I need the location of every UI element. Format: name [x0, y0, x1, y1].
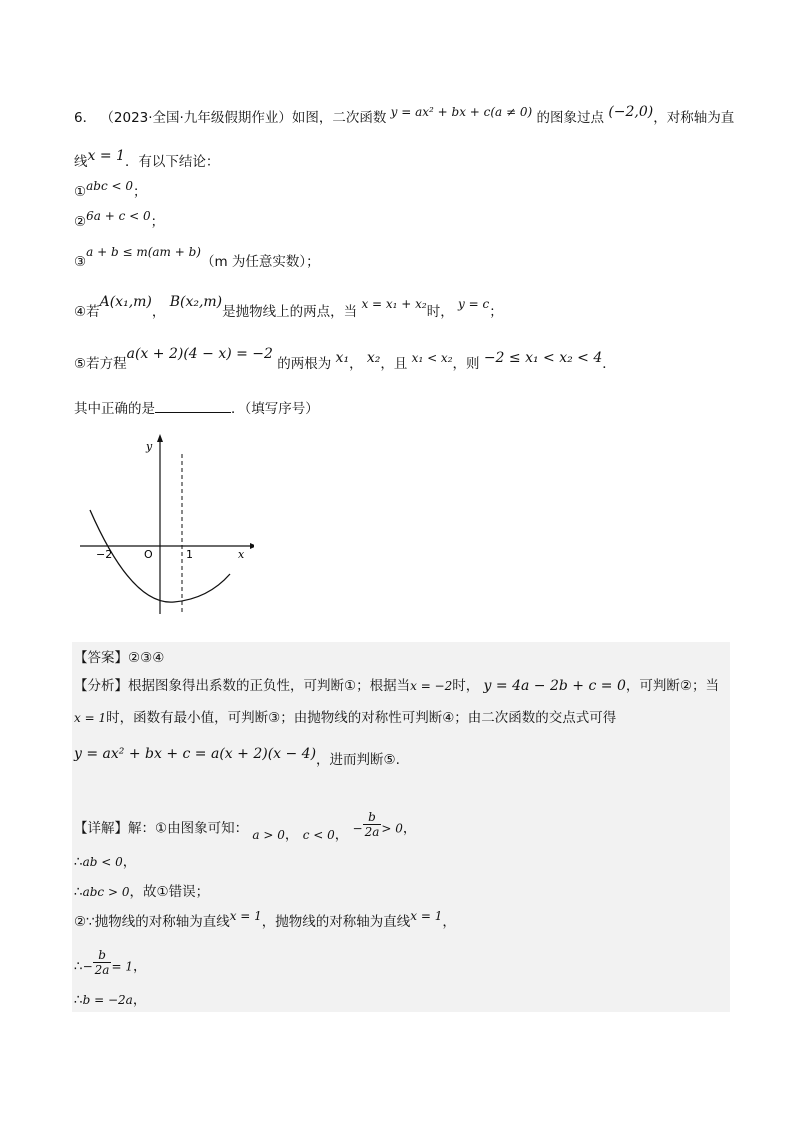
conclusion-label: ⑤若方程: [74, 356, 127, 372]
conclusion-end: ；: [150, 214, 165, 230]
origin-label: O: [144, 548, 153, 561]
question-source: （2023·全国·九年级假期作业）: [100, 110, 292, 126]
x-label: x: [238, 548, 245, 561]
function-formula: y = ax² + bx + c(a ≠ 0): [390, 105, 533, 119]
question-text: ，对称轴为直: [653, 110, 735, 126]
parabola-graph: [74, 432, 254, 622]
conclusion-label: ③: [74, 254, 87, 270]
ask-text: ．（填写序号）: [231, 401, 319, 417]
detail-line-1: [74, 810, 417, 843]
conclusion-text: 时，: [426, 304, 454, 320]
detail-formula: a > 0: [252, 827, 285, 842]
detail-line-2: [74, 852, 136, 872]
detail-formula: b = −2a: [82, 993, 133, 1007]
conclusion-1: [74, 179, 147, 202]
conclusion-formula: abc < 0: [86, 179, 133, 193]
condition-formula: x = x₁ + x₂: [361, 297, 427, 311]
conclusion-5: [74, 346, 616, 374]
analysis-text: 时，函数有最小值，可判断③；由抛物线的对称性可判断④；由二次函数的交点式可得: [106, 710, 617, 726]
therefore-symbol: ∴: [74, 992, 83, 1008]
tick-neg2: −2: [96, 548, 113, 561]
answer-value: ②③④: [128, 650, 165, 666]
detail-line-3: [74, 882, 209, 902]
conclusion-formula: 6a + c < 0: [86, 209, 151, 223]
fraction-sign: −: [352, 821, 363, 836]
conclusion-end: ．: [602, 356, 616, 372]
conclusion-note: （m 为任意实数）；: [200, 254, 320, 270]
root-x2: x₂: [366, 350, 381, 366]
fraction: [363, 810, 382, 839]
detail-text: ，: [132, 958, 147, 975]
y-axis-arrow: [157, 434, 163, 442]
analysis-label: 【分析】: [74, 678, 128, 694]
detail-formula: = 1: [111, 959, 133, 974]
detail-formula: x = 1: [229, 909, 262, 923]
question-number: 6．: [74, 110, 97, 126]
order-formula: x₁ < x₂: [411, 351, 453, 365]
conclusion-label: ①: [74, 184, 87, 200]
detail-text: ，: [284, 826, 299, 843]
answer-line: [74, 648, 164, 668]
fraction-numerator: b: [93, 948, 112, 963]
detail-text: ②∵抛物线的对称轴为直线: [74, 914, 230, 930]
conclusion-4: [74, 294, 503, 322]
question-line-1: [74, 104, 735, 128]
question-ask: [74, 398, 319, 419]
answer-blank[interactable]: [155, 398, 231, 413]
analysis-line-3: [74, 746, 400, 770]
detail-line-5: [74, 948, 147, 981]
question-text: 线: [74, 154, 88, 170]
conclusion-3: [74, 245, 320, 272]
fraction-sign: −: [82, 959, 93, 974]
point-a-formula: A(x₁,m): [99, 294, 152, 310]
fraction-denominator: 2a: [94, 963, 110, 977]
detail-text: ，: [334, 826, 349, 843]
detail-text: 解：①由图象可知：: [128, 820, 249, 837]
x-axis-arrow: [250, 543, 254, 549]
detail-text: ，: [132, 992, 147, 1008]
analysis-formula: y = ax² + bx + c = a(x + 2)(x − 4): [74, 746, 317, 762]
fraction-denominator: 2a: [364, 825, 380, 839]
conclusion-text: 的两根为: [277, 356, 332, 372]
question-text: 的图象过点: [536, 110, 605, 126]
conclusion-text: ，则: [452, 356, 480, 372]
y-label: y: [146, 440, 153, 453]
conclusion-end: ；: [489, 304, 503, 320]
question-text: ．有以下结论：: [124, 154, 220, 170]
detail-text: ，: [442, 914, 456, 930]
answer-label: 【答案】: [74, 650, 128, 666]
ask-text: 其中正确的是: [74, 401, 155, 417]
result-formula: y = c: [458, 297, 490, 311]
conclusion-text: ，且: [380, 356, 408, 372]
therefore-symbol: ∴: [74, 884, 83, 900]
root-x1: x₁: [335, 350, 350, 366]
analysis-formula: x = −2: [410, 679, 453, 693]
separator: ，: [349, 356, 363, 372]
point-formula: (−2,0): [608, 104, 654, 120]
detail-text: ，: [402, 820, 417, 837]
analysis-line-1: [74, 676, 719, 696]
point-b-formula: B(x₂,m): [169, 294, 223, 310]
analysis-text: ，进而判断⑤.: [316, 752, 400, 768]
question-text: 如图，二次函数: [291, 110, 387, 126]
analysis-text: ，可判断②；当: [625, 678, 719, 694]
detail-text: ，抛物线的对称轴为直线: [261, 914, 411, 930]
detail-label: 【详解】: [74, 820, 128, 837]
conclusion-label: ②: [74, 214, 87, 230]
conclusion-formula: a + b ≤ m(am + b): [86, 245, 201, 259]
fraction-numerator: b: [363, 810, 382, 825]
conclusion-2: [74, 209, 165, 232]
analysis-line-2: [74, 708, 616, 728]
therefore-symbol: ∴: [74, 854, 83, 870]
separator: ，: [151, 304, 166, 320]
analysis-text: 根据图象得出系数的正负性，可判断①；根据当: [128, 678, 411, 694]
detail-text: ，故①错误；: [129, 884, 210, 900]
detail-line-6: [74, 990, 146, 1010]
detail-formula: x = 1: [410, 909, 443, 923]
axis-formula: x = 1: [87, 148, 125, 164]
detail-formula: abc > 0: [82, 885, 130, 899]
fraction: [93, 948, 112, 977]
question-line-2: [74, 148, 220, 172]
conclusion-label: ④若: [74, 304, 100, 320]
detail-line-4: [74, 909, 456, 932]
analysis-formula: y = 4a − 2b + c = 0: [483, 678, 626, 694]
detail-text: ，: [122, 854, 137, 870]
therefore-symbol: ∴: [74, 958, 83, 975]
detail-formula: > 0: [381, 821, 403, 836]
analysis-text: 时，: [452, 678, 480, 694]
analysis-formula: x = 1: [74, 711, 107, 725]
range-formula: −2 ≤ x₁ < x₂ < 4: [483, 350, 603, 366]
conclusion-end: ；: [132, 184, 147, 200]
equation-formula: a(x + 2)(4 − x) = −2: [126, 346, 273, 362]
tick-1: 1: [186, 548, 193, 561]
conclusion-text: 是抛物线上的两点，当: [222, 304, 358, 320]
detail-formula: ab < 0: [82, 855, 123, 869]
detail-formula: c < 0: [302, 827, 335, 842]
